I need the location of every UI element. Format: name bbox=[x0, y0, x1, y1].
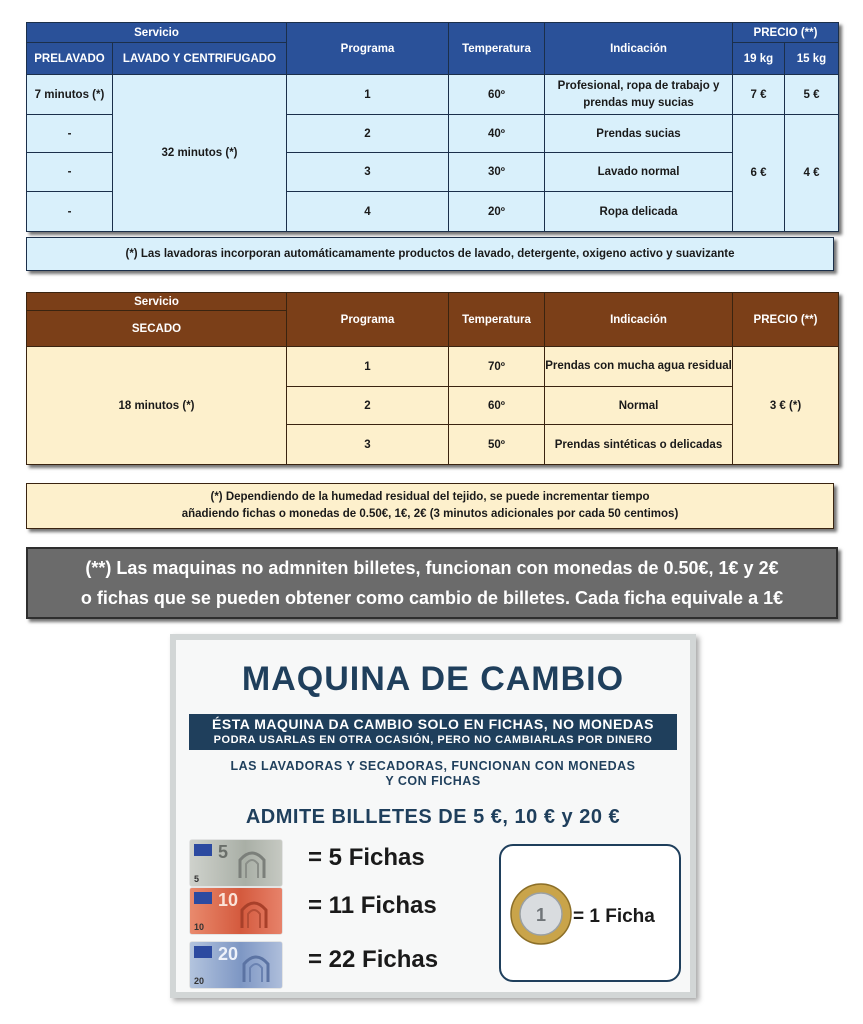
prelavado-cell: - bbox=[27, 115, 113, 153]
drying-note-line1: (*) Dependiendo de la humedad residual del tejido, se puede incrementar tiempo bbox=[210, 491, 650, 503]
temperatura-cell: 40º bbox=[449, 115, 545, 153]
prelavado-cell: 7 minutos (*) bbox=[27, 75, 113, 115]
exchange-5-equals: = 5 Fichas bbox=[308, 844, 425, 871]
programa-cell: 2 bbox=[287, 115, 449, 153]
sign-subtitle-line1: LAS LAVADORAS Y SECADORAS, FUNCIONAN CON MONEDAS bbox=[230, 759, 636, 773]
indicacion-cell: Prendas sucias bbox=[545, 115, 733, 153]
programa-cell: 3 bbox=[287, 153, 449, 192]
exchange-20-equals: = 22 Fichas bbox=[308, 946, 439, 973]
temperatura-cell: 20º bbox=[449, 192, 545, 232]
svg-text:1: 1 bbox=[535, 905, 547, 925]
sign-title: MAQUINA DE CAMBIO bbox=[241, 660, 625, 698]
programa-header: Programa bbox=[287, 23, 449, 75]
sign-accepted-bills: ADMITE BILLETES DE 5 €, 10 € y 20 € bbox=[245, 806, 621, 828]
lavado-header: LAVADO Y CENTRIFUGADO bbox=[113, 43, 287, 75]
temperatura-cell: 60º bbox=[449, 75, 545, 115]
banknote-5-icon: 5 5 bbox=[190, 840, 282, 886]
secado-header: SECADO bbox=[27, 311, 287, 347]
price-19kg-cell: 6 € bbox=[733, 115, 785, 232]
table-row bbox=[27, 347, 839, 387]
secado-time-cell: 18 minutos (*) bbox=[27, 347, 287, 465]
washing-note: (*) Las lavadoras incorporan automáticamamente productos de lavado, detergente, oxigeno activo y suavizante bbox=[26, 237, 834, 271]
price-15kg-cell: 4 € bbox=[785, 115, 839, 232]
temperatura-header: Temperatura bbox=[449, 23, 545, 75]
coin-equals-label: = 1 Ficha bbox=[573, 906, 655, 927]
indicacion-header: Indicación bbox=[545, 293, 733, 347]
sign-band-line1: ÉSTA MAQUINA DA CAMBIO SOLO EN FICHAS, NO MONEDAS bbox=[212, 716, 654, 732]
exchange-machine-sign bbox=[170, 634, 696, 998]
washing-price-table bbox=[26, 22, 839, 232]
euro-coin-icon bbox=[509, 882, 573, 946]
programa-cell: 1 bbox=[287, 75, 449, 115]
lavado-time-cell: 32 minutos (*) bbox=[113, 75, 287, 232]
indicacion-header: Indicación bbox=[545, 23, 733, 75]
drying-note-line2: añadiendo fichas o monedas de 0.50€, 1€, 2€ (3 minutos adicionales por cada 50 centimos) bbox=[181, 508, 679, 520]
table-row bbox=[27, 75, 839, 115]
drying-price-table bbox=[26, 292, 839, 465]
secado-price-cell: 3 € (*) bbox=[733, 347, 839, 465]
kg19-header: 19 kg bbox=[733, 43, 785, 75]
temperatura-cell: 70º bbox=[449, 347, 545, 387]
indicacion-cell: Prendas con mucha agua residual bbox=[545, 347, 733, 387]
indicacion-cell: Ropa delicada bbox=[545, 192, 733, 232]
programa-cell: 3 bbox=[287, 425, 449, 465]
indicacion-cell: Lavado normal bbox=[545, 153, 733, 192]
temperatura-header: Temperatura bbox=[449, 293, 545, 347]
precio-header: PRECIO (**) bbox=[733, 23, 839, 43]
sign-band bbox=[189, 714, 677, 750]
indicacion-cell: Normal bbox=[545, 387, 733, 425]
kg15-header: 15 kg bbox=[785, 43, 839, 75]
precio-header: PRECIO (**) bbox=[733, 293, 839, 347]
prelavado-header: PRELAVADO bbox=[27, 43, 113, 75]
sign-band-line2: PODRA USARLAS EN OTRA OCASIÓN, PERO NO CAMBIARLAS POR DINERO bbox=[213, 734, 653, 746]
temperatura-cell: 60º bbox=[449, 387, 545, 425]
coin-equivalence-box bbox=[499, 844, 681, 982]
price-15kg-cell: 5 € bbox=[785, 75, 839, 115]
price-19kg-cell: 7 € bbox=[733, 75, 785, 115]
programa-header: Programa bbox=[287, 293, 449, 347]
programa-cell: 2 bbox=[287, 387, 449, 425]
programa-cell: 4 bbox=[287, 192, 449, 232]
sign-subtitle-line2: Y CON FICHAS bbox=[385, 774, 481, 788]
temperatura-cell: 50º bbox=[449, 425, 545, 465]
exchange-10-equals: = 11 Fichas bbox=[308, 892, 437, 919]
servicio-header: Servicio bbox=[27, 23, 287, 43]
prelavado-cell: - bbox=[27, 192, 113, 232]
banknote-10-icon: 10 10 bbox=[190, 888, 282, 934]
coins-note-line2: o fichas que se pueden obtener como cambio de billetes. Cada ficha equivale a 1€ bbox=[80, 588, 784, 608]
temperatura-cell: 30º bbox=[449, 153, 545, 192]
programa-cell: 1 bbox=[287, 347, 449, 387]
servicio-header: Servicio bbox=[27, 293, 287, 311]
prelavado-cell: - bbox=[27, 153, 113, 192]
banknote-20-icon: 20 20 bbox=[190, 942, 282, 988]
coins-note-line1: (**) Las maquinas no admniten billetes, funcionan con monedas de 0.50€, 1€ y 2€ bbox=[85, 558, 779, 578]
sign-subtitle bbox=[176, 759, 690, 789]
coins-note bbox=[26, 547, 838, 619]
drying-note bbox=[26, 483, 834, 529]
indicacion-cell: Profesional, ropa de trabajo y prendas muy sucias bbox=[545, 75, 733, 115]
indicacion-cell: Prendas sintéticas o delicadas bbox=[545, 425, 733, 465]
